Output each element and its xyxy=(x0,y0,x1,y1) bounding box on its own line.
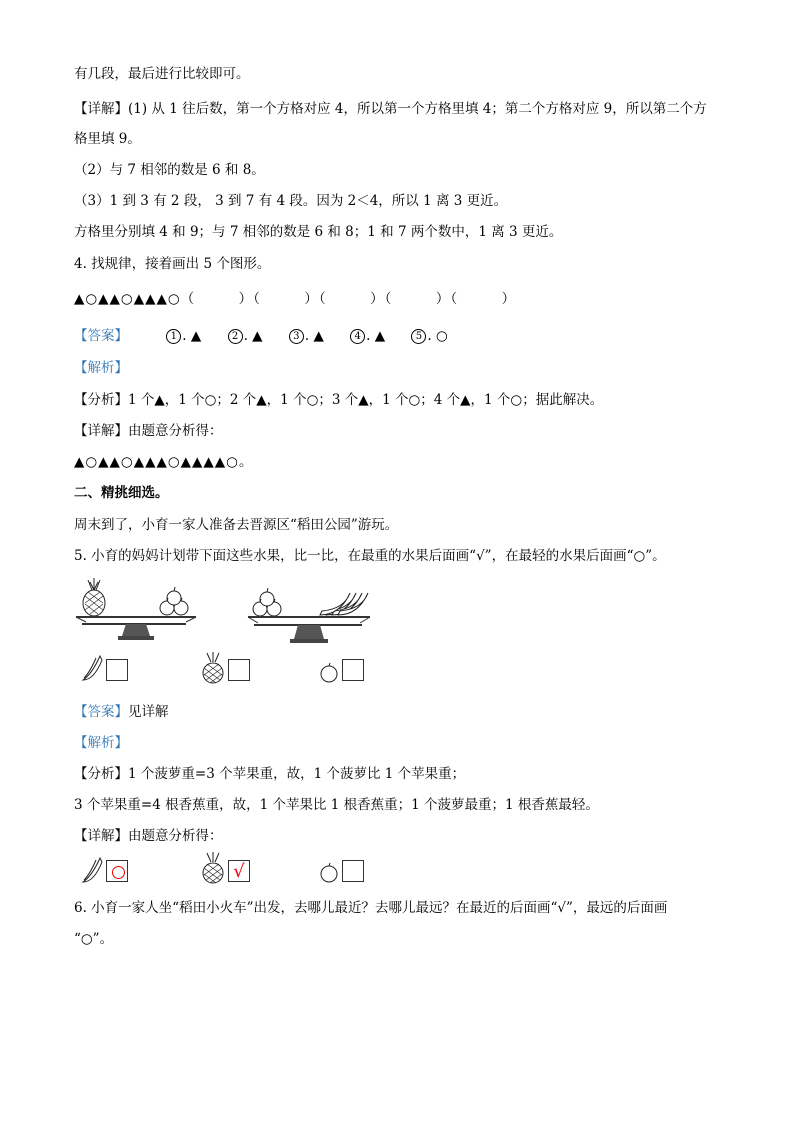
fenxi5-line xyxy=(74,764,465,784)
answer-box-pineapple[interactable] xyxy=(228,659,250,681)
detail-line xyxy=(74,99,707,119)
circled-number: 1 xyxy=(166,329,181,344)
circled-number: 3 xyxy=(289,329,304,344)
answer-item: 4 . ▲ xyxy=(350,326,385,346)
pineapple-icon xyxy=(83,578,105,616)
answer5-tag: 【答案】 xyxy=(74,704,128,720)
answer-symbol: ▲ xyxy=(374,328,386,344)
answer-item: 3 . ▲ xyxy=(289,326,324,346)
text-line: 格里填 9。 xyxy=(74,131,141,147)
answer-line xyxy=(74,326,470,346)
intro-line: 周末到了，小育一家人准备去晋源区“稻田公园”游玩。 xyxy=(74,517,399,533)
xiangjie5-text: 由题意分析得： xyxy=(128,828,223,844)
analysis-tag: 【解析】 xyxy=(74,360,128,376)
text-line: 方格里分别填 4 和 9；与 7 相邻的数是 6 和 8；1 和 7 两个数中，1 离 3 更近。 xyxy=(74,224,563,240)
pineapple-icon xyxy=(200,652,226,684)
answer-tag: 【答案】 xyxy=(74,328,128,344)
apple-group-icon xyxy=(160,587,188,615)
apple-icon xyxy=(318,662,340,684)
circled-number: 4 xyxy=(350,329,365,344)
sequence-line: ▲○▲▲○▲▲▲○▲▲▲▲○。 xyxy=(74,454,254,470)
answer-box-banana[interactable] xyxy=(106,659,128,681)
fenxi-tag: 【分析】 xyxy=(74,392,128,408)
analysis5-tag: 【解析】 xyxy=(74,735,128,751)
xiangjie5-tag: 【详解】 xyxy=(74,828,128,844)
answer5-line xyxy=(74,702,169,722)
answer-item: 2 . ▲ xyxy=(228,326,263,346)
question-4: 4. 找规律，接着画出 5 个图形。 xyxy=(74,256,271,272)
question-5: 5. 小育的妈妈计划带下面这些水果，比一比，在最重的水果后面画“√”，在最轻的水果后面画“○”。 xyxy=(74,548,666,564)
banana-icon xyxy=(80,856,104,886)
text-line: （3）1 到 3 有 2 段， 3 到 7 有 4 段。因为 2＜4，所以 1 离 3 更近。 xyxy=(74,193,508,209)
banana-icon xyxy=(80,654,104,684)
section-heading: 二、精挑细选。 xyxy=(74,485,169,501)
xiangjie-text: 由题意分析得： xyxy=(128,423,223,439)
balance-scale-figure-2 xyxy=(246,585,372,647)
detail-tag: 【详解】 xyxy=(74,101,128,117)
question-6: 6. 小育一家人坐“稻田小火车”出发，去哪儿最近？去哪儿最远？在最近的后面画“√”，最远的后面画 xyxy=(74,900,668,916)
answer5-text: 见详解 xyxy=(128,704,169,720)
fenxi5-text: 1 个菠萝重=3 个苹果重，故，1 个菠萝比 1 个苹果重； xyxy=(128,766,466,782)
fenxi-line xyxy=(74,390,603,410)
answer-box-apple-filled xyxy=(342,860,364,882)
answer-symbol: ▲ xyxy=(190,328,202,344)
pattern-line: ▲○▲▲○▲▲▲○（ ）（ ）（ ）（ ）（ ） xyxy=(74,291,517,307)
circled-number: 2 xyxy=(228,329,243,344)
answer-box-apple[interactable] xyxy=(342,659,364,681)
xiangjie5-line xyxy=(74,826,223,846)
pineapple-icon xyxy=(200,852,226,884)
text-line: 有几段，最后进行比较即可。 xyxy=(74,66,250,82)
xiangjie-line xyxy=(74,421,223,441)
detail-text: (1) 从 1 往后数，第一个方格对应 4，所以第一个方格里填 4；第二个方格对应 9，所以第二个方 xyxy=(128,101,707,117)
xiangjie-tag: 【详解】 xyxy=(74,423,128,439)
circled-number: 5 xyxy=(411,329,426,344)
fenxi-text: 1 个▲，1 个○；2 个▲，1 个○；3 个▲，1 个○；4 个▲，1 个○；据此解决。 xyxy=(128,392,604,408)
apple-icon xyxy=(318,862,340,884)
balance-scale-figure-1 xyxy=(74,578,198,640)
answer-item: 5 . ○ xyxy=(411,326,447,346)
banana-group-icon xyxy=(320,593,368,615)
circle-mark-icon xyxy=(112,866,125,879)
text-line: （2）与 7 相邻的数是 6 和 8。 xyxy=(74,162,265,178)
answer-item: 1 . ▲ xyxy=(166,326,201,346)
answer-box-pineapple-filled: √ xyxy=(228,860,250,882)
question-6-cont: “○”。 xyxy=(74,931,114,947)
answer-symbol: ▲ xyxy=(313,328,324,344)
answer-symbol: ○ xyxy=(436,328,448,344)
answer-symbol: ▲ xyxy=(252,328,263,344)
apple-group-icon xyxy=(253,588,281,616)
fenxi5-line-2: 3 个苹果重=4 根香蕉重，故，1 个苹果比 1 根香蕉重；1 个菠萝最重；1 根香蕉最轻。 xyxy=(74,797,599,813)
answer-box-banana-filled xyxy=(106,860,128,882)
fenxi5-tag: 【分析】 xyxy=(74,766,128,782)
